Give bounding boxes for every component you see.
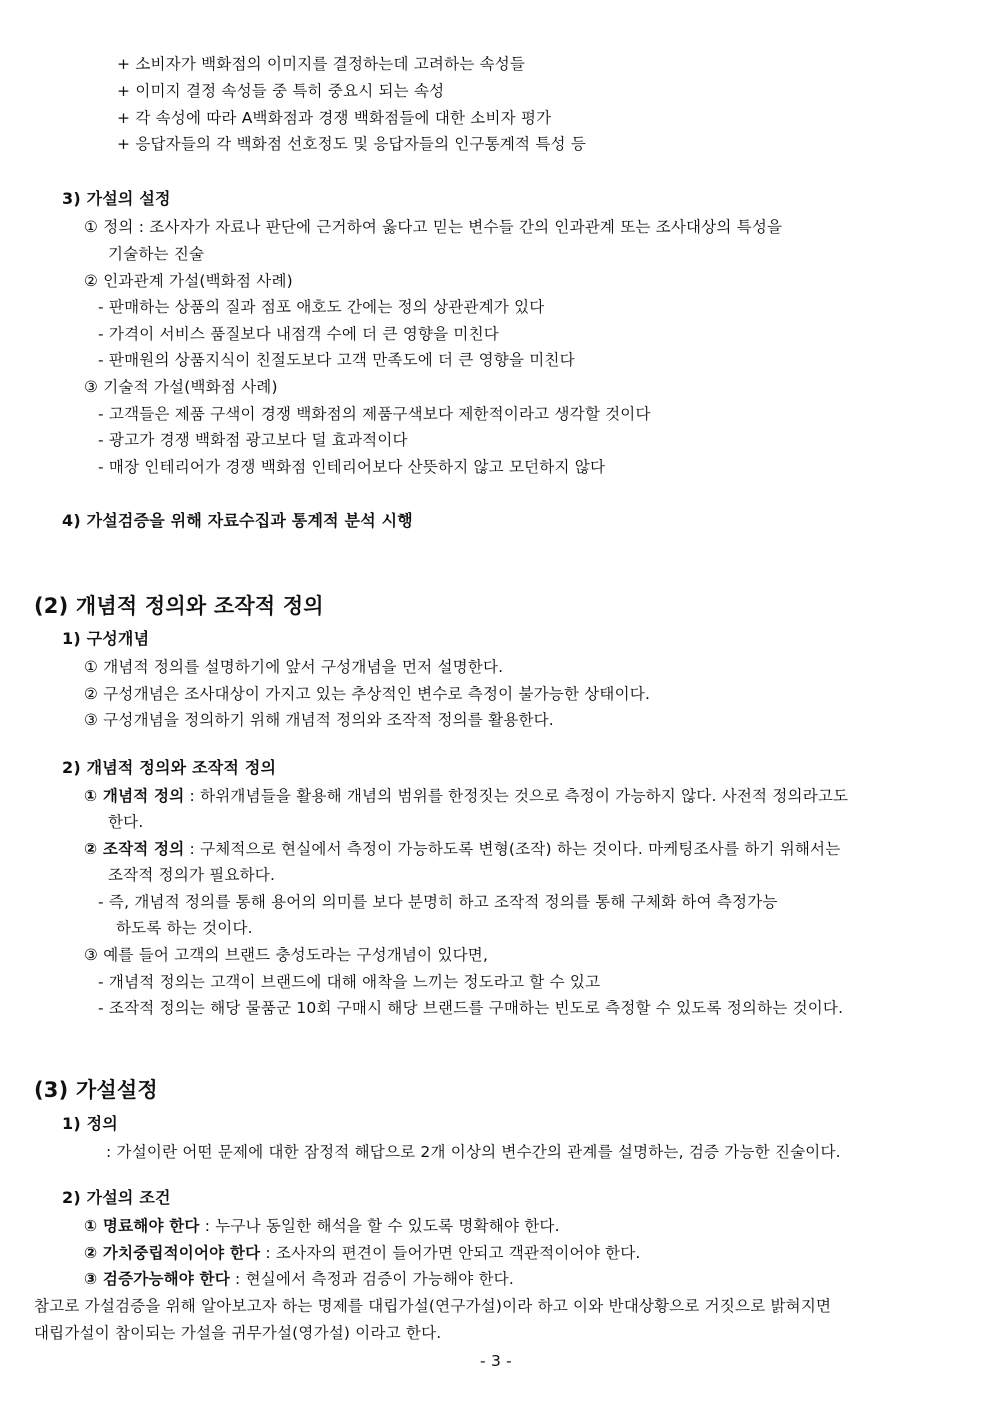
descriptive-hypothesis-item: - 고객들은 제품 구색이 경쟁 백화점의 제품구색보다 제한적이라고 생각할 것이다	[98, 405, 651, 423]
hypothesis-definition-text: : 가설이란 어떤 문제에 대한 잠정적 해답으로 2개 이상의 변수간의 관계를 설명하는, 검증 가능한 진술이다.	[106, 1143, 841, 1161]
summary-line: - 즉, 개념적 정의를 통해 용어의 의미를 보다 분명히 하고 조작적 정의를 통해 구체화 하여 측정가능	[98, 893, 778, 911]
example-item: - 개념적 정의는 고객이 브랜드에 대해 애착을 느끼는 정도라고 할 수 있고	[98, 973, 601, 991]
bullet-line: + 응답자들의 각 백화점 선호정도 및 응답자들의 인구통계적 특성 등	[117, 135, 587, 153]
operational-definition-line	[84, 838, 840, 860]
operational-definition-continued: 조작적 정의가 필요하다.	[108, 866, 276, 884]
hypothesis-test-heading: 4) 가설검증을 위해 자료수집과 통계적 분석 시행	[62, 511, 413, 530]
conceptual-definition-text: : 하위개념들을 활용해 개념의 범위를 한정짓는 것으로 측정이 가능하지 않다. 사전적 정의라고도	[184, 787, 849, 805]
definition-line-continued: 기술하는 진술	[108, 245, 205, 263]
construct-item: ① 개념적 정의를 설명하기에 앞서 구성개념을 먼저 설명한다.	[84, 658, 504, 676]
page-number: - 3 -	[480, 1352, 512, 1370]
conceptual-definition-label: ① 개념적 정의	[84, 787, 185, 805]
descriptive-hypothesis-title: ③ 기술적 가설(백화점 사례)	[84, 378, 278, 396]
section-3-title: (3) 가설설정	[34, 1078, 158, 1102]
definition-heading: 1) 정의	[62, 1114, 118, 1133]
definitions-heading: 2) 개념적 정의와 조작적 정의	[62, 758, 277, 777]
construct-item: ③ 구성개념을 정의하기 위해 개념적 정의와 조작적 정의를 활용한다.	[84, 711, 554, 729]
conceptual-definition-line	[84, 785, 848, 807]
causal-hypothesis-item: - 판매하는 상품의 질과 점포 애호도 간에는 정의 상관관계가 있다	[98, 298, 545, 316]
bullet-line: + 소비자가 백화점의 이미지를 결정하는데 고려하는 속성들	[117, 55, 526, 73]
bullet-line: + 각 속성에 따라 A백화점과 경쟁 백화점들에 대한 소비자 평가	[117, 109, 552, 127]
condition-text: : 조사자의 편견이 들어가면 안되고 객관적이어야 한다.	[260, 1244, 641, 1262]
construct-item: ② 구성개념은 조사대상이 가지고 있는 추상적인 변수로 측정이 불가능한 상태이다.	[84, 685, 651, 703]
condition-line	[84, 1268, 514, 1290]
condition-label: ② 가치중립적이어야 한다	[84, 1244, 261, 1262]
condition-label: ① 명료해야 한다	[84, 1217, 200, 1235]
construct-heading: 1) 구성개념	[62, 629, 150, 648]
note-line-continued: 대립가설이 참이되는 가설을 귀무가설(영가설) 이라고 한다.	[34, 1324, 442, 1342]
causal-hypothesis-item: - 가격이 서비스 품질보다 내점객 수에 더 큰 영향을 미친다	[98, 325, 499, 343]
hypothesis-setting-heading: 3) 가설의 설정	[62, 189, 171, 208]
section-2-title: (2) 개념적 정의와 조작적 정의	[34, 594, 324, 618]
example-item: - 조작적 정의는 해당 물품군 10회 구매시 해당 브랜드를 구매하는 빈도로 측정할 수 있도록 정의하는 것이다.	[98, 999, 844, 1017]
conceptual-definition-continued: 한다.	[108, 813, 144, 831]
causal-hypothesis-title: ② 인과관계 가설(백화점 사례)	[84, 272, 293, 290]
causal-hypothesis-item: - 판매원의 상품지식이 친절도보다 고객 만족도에 더 큰 영향을 미친다	[98, 351, 575, 369]
operational-definition-text: : 구체적으로 현실에서 측정이 가능하도록 변형(조작) 하는 것이다. 마케팅조사를 하기 위해서는	[184, 840, 841, 858]
conditions-heading: 2) 가설의 조건	[62, 1188, 171, 1207]
descriptive-hypothesis-item: - 광고가 경쟁 백화점 광고보다 덜 효과적이다	[98, 431, 408, 449]
descriptive-hypothesis-item: - 매장 인테리어가 경쟁 백화점 인테리어보다 산뜻하지 않고 모던하지 않다	[98, 458, 606, 476]
condition-line	[84, 1242, 641, 1264]
condition-text: : 누구나 동일한 해석을 할 수 있도록 명확해야 한다.	[199, 1217, 560, 1235]
operational-definition-label: ② 조작적 정의	[84, 840, 185, 858]
condition-line	[84, 1215, 560, 1237]
definition-line: ① 정의 : 조사자가 자료나 판단에 근거하여 옳다고 믿는 변수들 간의 인과관계 또는 조사대상의 특성을	[84, 218, 783, 236]
condition-label: ③ 검증가능해야 한다	[84, 1270, 230, 1288]
note-line: 참고로 가설검증을 위해 알아보고자 하는 명제를 대립가설(연구가설)이라 하고 이와 반대상황으로 거짓으로 밝혀지면	[34, 1297, 832, 1315]
condition-text: : 현실에서 측정과 검증이 가능해야 한다.	[229, 1270, 514, 1288]
bullet-line: + 이미지 결정 속성들 중 특히 중요시 되는 속성	[117, 82, 445, 100]
example-title: ③ 예를 들어 고객의 브랜드 충성도라는 구성개념이 있다면,	[84, 946, 489, 964]
summary-line-continued: 하도록 하는 것이다.	[116, 919, 253, 937]
